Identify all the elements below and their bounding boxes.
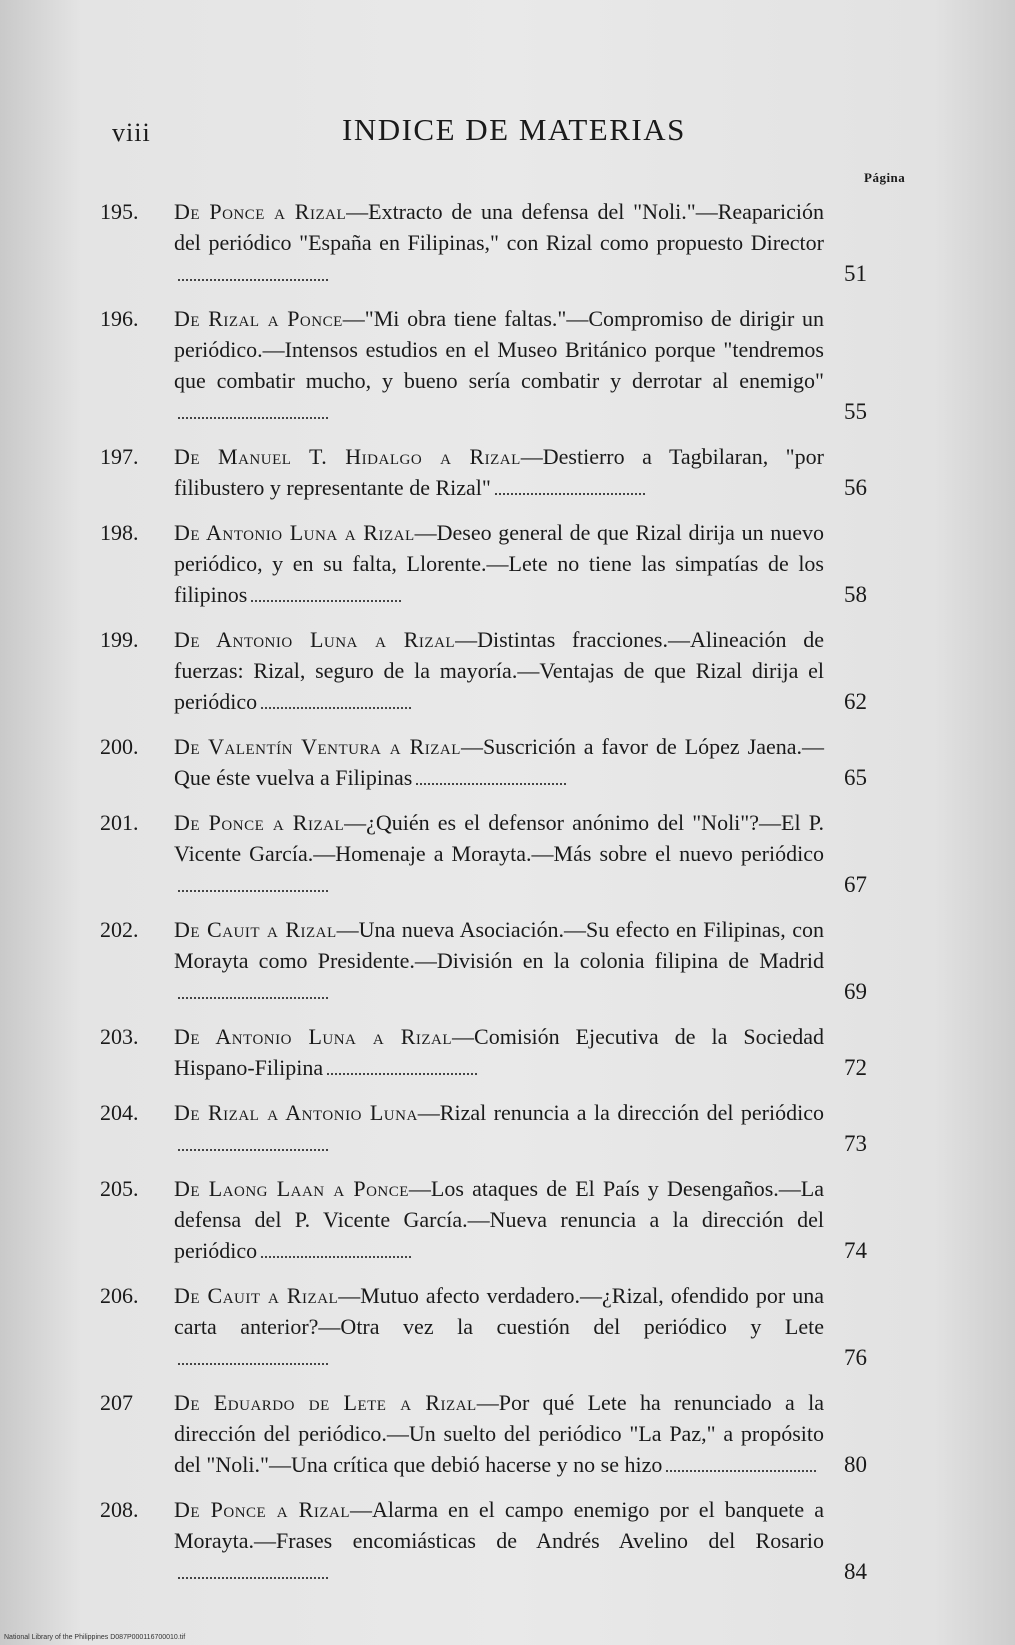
entry-text: —"Mi obra tiene faltas."—Compromiso de dirigir un periódico.—Intensos estudios en el Museo Británico porque "tendremos que combatir mucho, y bueno sería combatir y derrotar al enemigo" xyxy=(174,306,824,393)
entry-correspondents: De Cauit a Rizal xyxy=(174,917,337,942)
entry-body xyxy=(174,624,824,717)
toc-entry xyxy=(100,914,930,1007)
toc-entry xyxy=(100,517,930,610)
leader-dots xyxy=(327,1059,477,1075)
page-column-heading: Página xyxy=(864,170,906,185)
entry-correspondents: De Antonio Luna a Rizal xyxy=(174,1024,453,1049)
entry-correspondents: De Antonio Luna a Rizal xyxy=(174,627,456,652)
entry-number: 199. xyxy=(100,627,139,652)
leader-dots xyxy=(178,876,328,892)
leader-dots xyxy=(178,403,328,419)
entry-page: 55 xyxy=(844,399,867,424)
entry-body xyxy=(174,517,824,610)
entry-number: 198. xyxy=(100,520,139,545)
entry-page: 62 xyxy=(844,689,867,714)
entry-correspondents: De Laong Laan a Ponce xyxy=(174,1176,409,1201)
leader-dots xyxy=(261,693,411,709)
entry-number: 196. xyxy=(100,306,139,331)
entry-page: 72 xyxy=(844,1055,867,1080)
entry-correspondents: De Rizal a Ponce xyxy=(174,306,343,331)
entry-page: 80 xyxy=(844,1452,867,1477)
leader-dots xyxy=(666,1456,816,1472)
entry-correspondents: De Cauit a Rizal xyxy=(174,1283,339,1308)
entry-page: 69 xyxy=(844,979,867,1004)
entry-page: 76 xyxy=(844,1345,867,1370)
entry-number: 200. xyxy=(100,734,139,759)
entry-page: 84 xyxy=(844,1559,867,1584)
leader-dots xyxy=(178,1563,328,1579)
running-title: INDICE DE MATERIAS xyxy=(342,112,686,147)
entry-page: 51 xyxy=(844,261,867,286)
entry-number: 197. xyxy=(100,444,139,469)
entry-page: 74 xyxy=(844,1238,867,1263)
entry-text: —Deseo general de que Rizal dirija un nuevo periódico, y en su falta, Llorente.—Lete no tiene las simpatías de los filipinos xyxy=(174,520,824,607)
entry-text: —Mutuo afecto verdadero.—¿Rizal, ofendido por una carta anterior?—Otra vez la cuestión del periódico y Lete xyxy=(174,1283,824,1339)
entry-text: —Distintas fracciones.—Alineación de fuerzas: Rizal, seguro de la mayoría.—Ventajas de que Rizal dirija el periódico xyxy=(174,627,824,714)
toc-entry xyxy=(100,1173,930,1266)
toc-entry xyxy=(100,441,930,503)
leader-dots xyxy=(416,769,566,785)
entry-correspondents: De Antonio Luna a Rizal xyxy=(174,520,415,545)
entry-correspondents: De Manuel T. Hidalgo a Rizal xyxy=(174,444,521,469)
entry-number: 202. xyxy=(100,917,139,942)
leader-dots xyxy=(178,265,328,281)
toc-entry xyxy=(100,1280,930,1373)
entry-body xyxy=(174,1021,824,1083)
entry-body xyxy=(174,914,824,1007)
entry-body xyxy=(174,1494,824,1587)
entry-text: —Una nueva Asociación.—Su efecto en Filipinas, con Morayta como Presidente.—División en la colonia filipina de Madrid xyxy=(174,917,824,973)
entry-body xyxy=(174,1097,824,1159)
scan-footer: National Library of the Philippines D087P000116700010.tif xyxy=(4,1634,186,1641)
entry-page: 58 xyxy=(844,582,867,607)
entry-correspondents: De Valentín Ventura a Rizal xyxy=(174,734,461,759)
toc-entry xyxy=(100,1387,930,1480)
entry-text: —Alarma en el campo enemigo por el banquete a Morayta.—Frases encomiásticas de Andrés Avelino del Rosario xyxy=(174,1497,824,1553)
entry-number: 206. xyxy=(100,1283,139,1308)
entry-body xyxy=(174,807,824,900)
entry-body xyxy=(174,1280,824,1373)
entry-number: 208. xyxy=(100,1497,139,1522)
entry-body xyxy=(174,1387,824,1480)
entry-correspondents: De Ponce a Rizal xyxy=(174,1497,351,1522)
entry-text: —Rizal renuncia a la dirección del periódico xyxy=(417,1100,824,1125)
entry-correspondents: De Ponce a Rizal xyxy=(174,810,345,835)
entry-number: 205. xyxy=(100,1176,139,1201)
entry-page: 73 xyxy=(844,1131,867,1156)
entry-number: 195. xyxy=(100,199,139,224)
leader-dots xyxy=(178,1135,328,1151)
entry-text: —Destierro a Tagbilaran, "por filibustero y representante de Rizal" xyxy=(174,444,824,500)
entry-page: 67 xyxy=(844,872,867,897)
entry-number: 204. xyxy=(100,1100,139,1125)
toc-entry xyxy=(100,807,930,900)
leader-dots xyxy=(178,983,328,999)
entry-number: 203. xyxy=(100,1024,139,1049)
entry-page: 56 xyxy=(844,475,867,500)
toc-entry xyxy=(100,303,930,427)
page-number: viii xyxy=(112,118,151,147)
entry-body xyxy=(174,1173,824,1266)
entry-correspondents: De Eduardo de Lete a Rizal xyxy=(174,1390,477,1415)
toc-entry xyxy=(100,1097,930,1159)
entry-text: —Los ataques de El País y Desengaños.—La defensa del P. Vicente García.—Nueva renuncia a la dirección del periódico xyxy=(174,1176,824,1263)
toc-entry xyxy=(100,196,930,289)
entry-body xyxy=(174,441,824,503)
entry-text: —Suscrición a favor de López Jaena.—Que éste vuelva a Filipinas xyxy=(174,734,824,790)
leader-dots xyxy=(251,586,401,602)
entry-body xyxy=(174,303,824,427)
toc-entry xyxy=(100,1494,930,1587)
toc-entry xyxy=(100,1021,930,1083)
entry-text: —Extracto de una defensa del "Noli."—Reaparición del periódico "España en Filipinas," con Rizal como propuesto Director xyxy=(174,199,824,255)
toc-entries xyxy=(100,196,930,1587)
entry-text: —¿Quién es el defensor anónimo del "Noli"?—El P. Vicente García.—Homenaje a Morayta.—Más sobre el nuevo periódico xyxy=(174,810,824,866)
entry-text: —Comisión Ejecutiva de la Sociedad Hispano-Filipina xyxy=(174,1024,824,1080)
entry-correspondents: De Rizal a Antonio Luna xyxy=(174,1100,418,1125)
page-header xyxy=(112,112,872,152)
entry-body xyxy=(174,731,824,793)
toc-entry xyxy=(100,624,930,717)
entry-correspondents: De Ponce a Rizal xyxy=(174,199,347,224)
entry-number: 201. xyxy=(100,810,139,835)
entry-page: 65 xyxy=(844,765,867,790)
entry-number: 207 xyxy=(100,1390,133,1415)
toc-entry xyxy=(100,731,930,793)
leader-dots xyxy=(261,1242,411,1258)
entry-text: —Por qué Lete ha renunciado a la dirección del periódico.—Un suelto del periódico "La Paz," a propósito del "Noli."—Una crítica que debió hacerse y no se hizo xyxy=(174,1390,824,1477)
leader-dots xyxy=(178,1349,328,1365)
leader-dots xyxy=(495,479,645,495)
entry-body xyxy=(174,196,824,289)
